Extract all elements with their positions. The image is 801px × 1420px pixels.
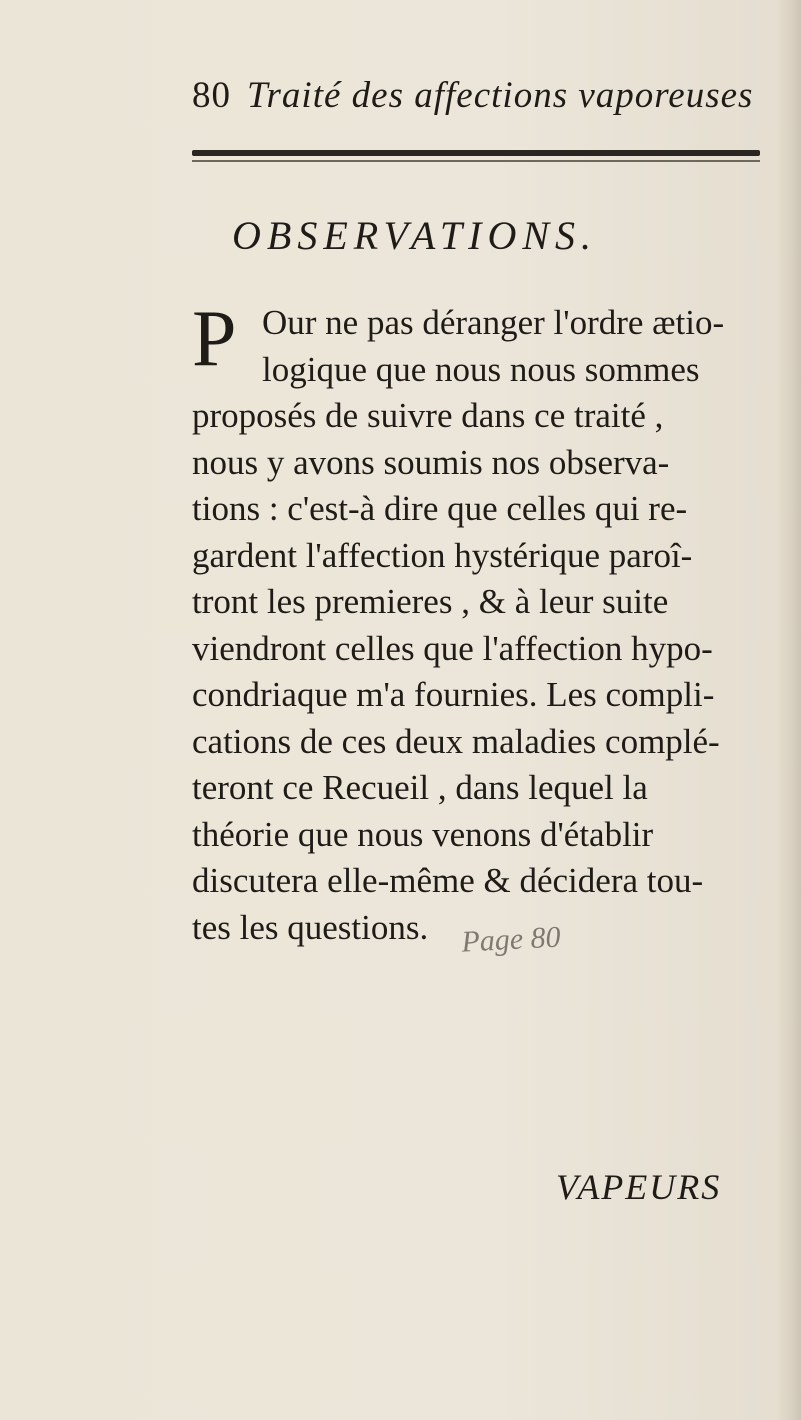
text-line: théorie que nous venons d'établir xyxy=(192,814,654,854)
body-text xyxy=(192,295,772,951)
text-line: tions : c'est-à dire que celles qui re- xyxy=(192,489,688,528)
text-line: tront les premieres , & à leur suite xyxy=(192,582,669,621)
header-rule xyxy=(192,150,760,156)
text-line: viendront celles que l'affection hypo- xyxy=(192,628,713,668)
text-line: Our ne pas déranger l'ordre ætio- xyxy=(262,303,725,342)
text-line: condriaque m'a fournies. Les compli- xyxy=(192,675,715,714)
text-line: logique que nous nous sommes xyxy=(262,349,700,389)
drop-cap: P xyxy=(192,295,237,383)
text-line: discutera elle-même & décidera tou- xyxy=(192,861,704,900)
text-line: cations de ces deux maladies complé- xyxy=(192,721,720,761)
text-line: proposés de suivre dans ce traité , xyxy=(192,396,664,435)
catchword: VAPEURS xyxy=(556,1167,722,1207)
text-line: gardent l'affection hystérique paroî- xyxy=(192,535,693,575)
running-head xyxy=(192,74,754,124)
text-line: nous y avons soumis nos observa- xyxy=(192,442,670,482)
header-rule-thin xyxy=(192,160,760,162)
running-title: Traité des affections vaporeuses xyxy=(247,75,754,116)
section-title: OBSERVATIONS. xyxy=(232,213,598,258)
page-gutter xyxy=(775,0,801,1420)
handwritten-page-note: Page 80 xyxy=(460,920,562,959)
page-number: 80 xyxy=(192,75,231,116)
text-line: tes les questions. xyxy=(192,907,429,947)
text-line: teront ce Recueil , dans lequel la xyxy=(192,768,648,807)
